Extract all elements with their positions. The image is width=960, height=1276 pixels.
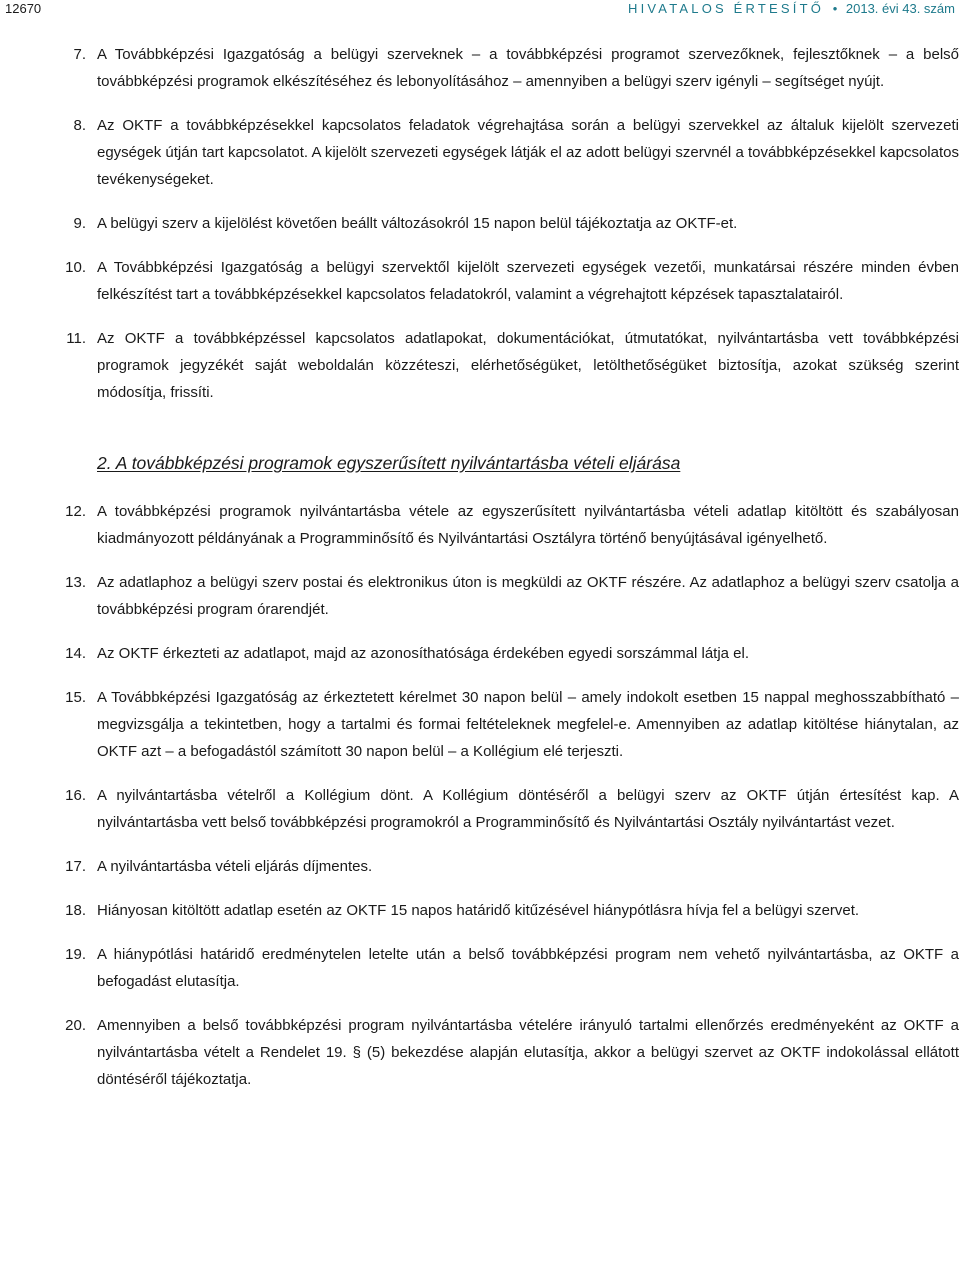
paragraph-10 (0, 254, 960, 308)
paragraph-number: 8. (73, 117, 86, 134)
paragraph-18 (0, 897, 960, 924)
paragraph-text: Az OKTF érkezteti az adatlapot, majd az azonosíthatósága érdekében egyedi sorszámmal látja el. (97, 645, 750, 662)
paragraph-text: A Továbbképzési Igazgatóság a belügyi szerveknek – a továbbképzési programot szervezőknek, fejlesztőknek – a belső továbbképzési programok elkészítéséhez és lebonyolításához – amennyiben a belügyi szerv igényli – segítséget nyújt. (97, 46, 959, 90)
document-body (0, 41, 960, 1110)
paragraph-11 (0, 325, 960, 406)
paragraph-text: A nyilvántartásba vételről a Kollégium dönt. A Kollégium döntéséről a belügyi szerv az OKTF útján értesítést kap. A nyilvántartásba vett belső továbbképzési programokról a Programminősítő és Nyilvántartási Osztály nyilvántartást vezet. (97, 787, 959, 831)
paragraph-text: Az OKTF a továbbképzésekkel kapcsolatos feladatok végrehajtása során a belügyi szervekkel az általuk kijelölt szervezeti egységek útján tart kapcsolatot. A kijelölt szervezeti egységek látják el az adott belügyi szervnél a továbbképzésekkel kapcsolatos tevékenységeket. (97, 117, 959, 188)
paragraph-number: 19. (65, 946, 86, 963)
paragraph-14 (0, 640, 960, 667)
paragraph-text: A Továbbképzési Igazgatóság az érkeztetett kérelmet 30 napon belül – amely indokolt esetben 15 nappal meghosszabbítható – megvizsgálja a tekintetben, hogy a tartalmi és formai feltételeknek megfelel-e. Amennyiben az adatlap kitöltése hiánytalan, az OKTF azt – a befogadástól számított 30 napon belül – a Kollégium elé terjeszti. (97, 689, 959, 760)
paragraph-text: Hiányosan kitöltött adatlap esetén az OKTF 15 napos határidő kitűzésével hiánypótlásra hívja fel a belügyi szervet. (97, 902, 860, 919)
paragraph-text: Amennyiben a belső továbbképzési program nyilvántartásba vételére irányuló tartalmi ellenőrzés eredményeként az OKTF a nyilvántartásba vételt a Rendelet 19. § (5) bekezdése alapján elutasítja, akkor a belügyi szervet az OKTF indokolással ellátott döntéséről tájékoztatja. (97, 1017, 959, 1088)
paragraph-number: 9. (73, 215, 86, 232)
section-title: 2. A továbbképzési programok egyszerűsített nyilvántartásba vételi eljárása (97, 453, 681, 473)
paragraph-number: 18. (65, 902, 86, 919)
journal-title: HIVATALOS ÉRTESÍTŐ (628, 1, 825, 16)
paragraph-16 (0, 782, 960, 836)
paragraph-13 (0, 569, 960, 623)
paragraph-text: A Továbbképzési Igazgatóság a belügyi szervektől kijelölt szervezeti egységek vezetői, munkatársai részére minden évben felkészítést tart a továbbképzésekkel kapcsolatos feladatokról, valamint a végrehajtott képzések tapasztalatairól. (97, 259, 959, 303)
paragraph-text: Az OKTF a továbbképzéssel kapcsolatos adatlapokat, dokumentációkat, útmutatókat, nyilvántartásba vett továbbképzési programok jegyzékét saját weboldalán közzéteszi, elérhetőségüket, letölthetőségüket biztosítja, azokat szükség szerint módosítja, frissíti. (97, 330, 959, 401)
paragraph-20 (0, 1012, 960, 1093)
paragraph-15 (0, 684, 960, 765)
paragraph-number: 10. (65, 259, 86, 276)
paragraph-19 (0, 941, 960, 995)
page-header (0, 0, 960, 20)
paragraph-number: 11. (66, 330, 86, 347)
journal-info (628, 1, 955, 16)
issue-label: 2013. évi 43. szám (845, 1, 955, 16)
paragraph-text: A belügyi szerv a kijelölést követően beállt változásokról 15 napon belül tájékoztatja az OKTF-et. (97, 215, 738, 232)
paragraph-12 (0, 498, 960, 552)
paragraph-text: A nyilvántartásba vételi eljárás díjmentes. (97, 858, 373, 875)
paragraph-number: 13. (65, 574, 86, 591)
paragraph-7 (0, 41, 960, 95)
paragraph-17 (0, 853, 960, 880)
paragraph-text: A hiánypótlási határidő eredménytelen letelte után a belső továbbképzési program nem vehető nyilvántartásba, az OKTF a befogadást elutasítja. (97, 946, 959, 990)
paragraph-number: 7. (73, 46, 86, 63)
paragraph-text: A továbbképzési programok nyilvántartásba vétele az egyszerűsített nyilvántartásba vételi adatlap kitöltött és szabályosan kiadmányozott példányának a Programminősítő és Nyilvántartási Osztályra történő benyújtásával igényelhető. (97, 503, 959, 547)
paragraph-number: 16. (65, 787, 86, 804)
paragraph-9 (0, 210, 960, 237)
paragraph-number: 14. (65, 645, 86, 662)
paragraph-8 (0, 112, 960, 193)
paragraph-number: 20. (65, 1017, 86, 1034)
paragraph-text: Az adatlaphoz a belügyi szerv postai és elektronikus úton is megküldi az OKTF részére. Az adatlaphoz a belügyi szerv csatolja a továbbképzési program órarendjét. (97, 574, 959, 618)
bullet-separator: • (832, 1, 838, 16)
paragraph-number: 12. (65, 503, 86, 520)
page-number: 12670 (5, 1, 42, 16)
paragraph-number: 17. (65, 858, 86, 875)
paragraph-number: 15. (65, 689, 86, 706)
